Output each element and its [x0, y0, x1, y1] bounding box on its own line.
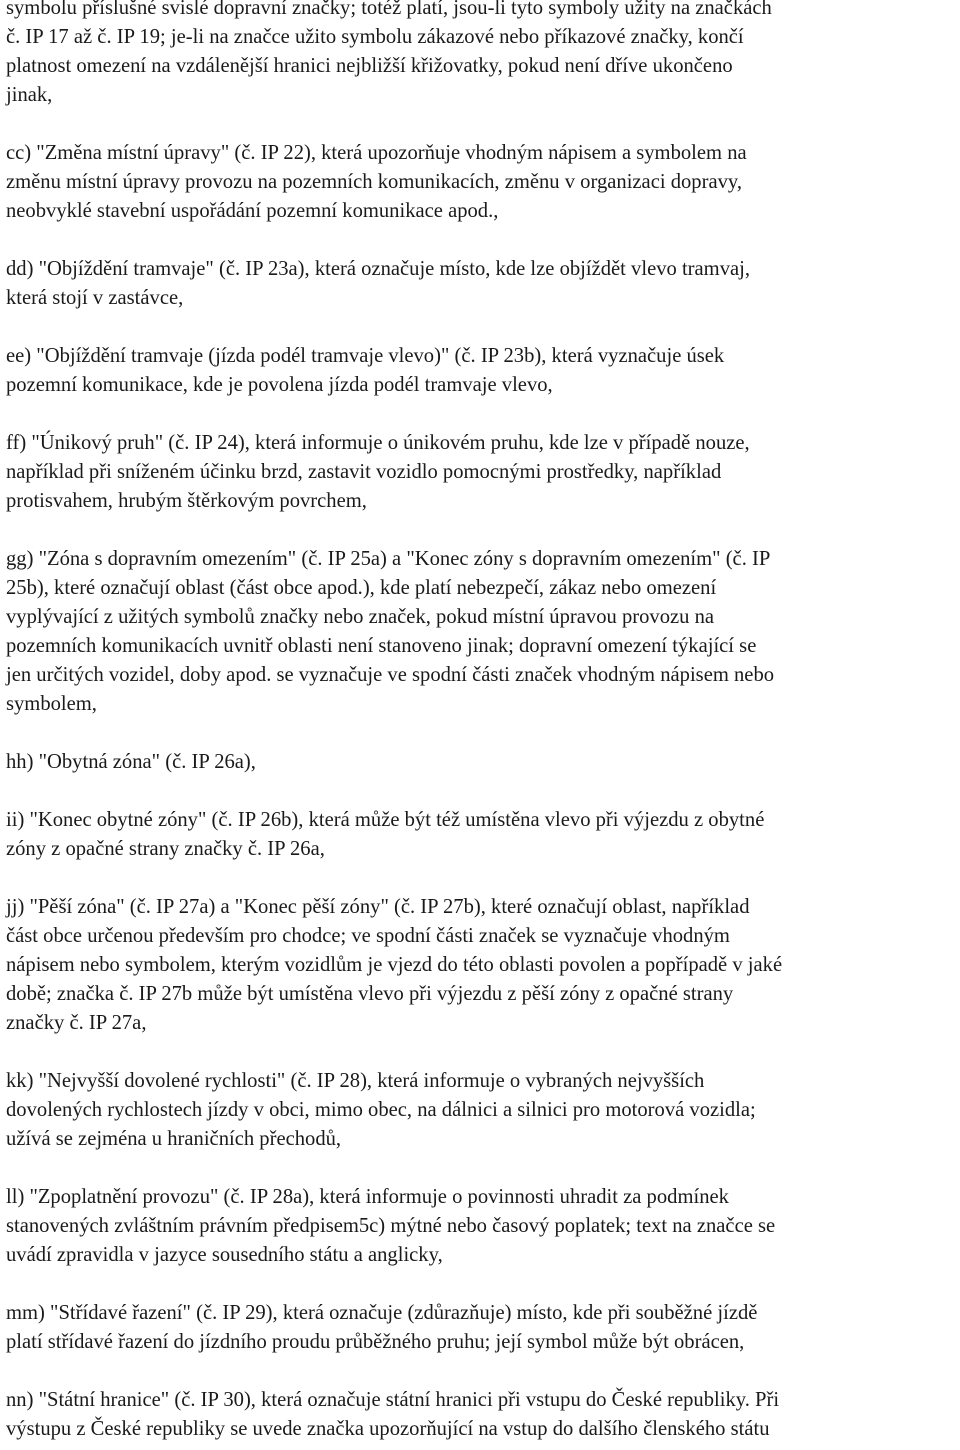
text-line: nn) "Státní hranice" (č. IP 30), která označuje státní hranici při vstupu do České republiky. Při	[6, 1389, 780, 1411]
text-line: symbolu příslušné svislé dopravní značky; totéž platí, jsou-li tyto symboly užity na značkách	[6, 0, 772, 19]
text-line: ii) "Konec obytné zóny" (č. IP 26b), která může být též umístěna vlevo při výjezdu z obytné	[6, 809, 765, 831]
text-line: neobvyklé stavební uspořádání pozemní komunikace apod.,	[6, 200, 499, 222]
text-line: pozemních komunikacích uvnitř oblasti není stanoveno jinak; dopravní omezení týkající se	[6, 635, 757, 657]
text-line: zóny z opačné strany značky č. IP 26a,	[6, 838, 325, 860]
text-line: hh) "Obytná zóna" (č. IP 26a),	[6, 751, 256, 773]
text-line: například při sníženém účinku brzd, zastavit vozidlo pomocnými prostředky, například	[6, 461, 722, 483]
text-line: symbolem,	[6, 693, 97, 715]
text-line: 25b), které označují oblast (část obce apod.), kde platí nebezpečí, zákaz nebo omezení	[6, 577, 717, 599]
text-line: jinak,	[6, 84, 53, 106]
text-line: č. IP 17 až č. IP 19; je-li na značce užito symbolu zákazové nebo příkazové značky, končí	[6, 26, 744, 48]
text-line: značky č. IP 27a,	[6, 1012, 147, 1034]
text-line: která stojí v zastávce,	[6, 287, 184, 309]
text-line: užívá se zejména u hraničních přechodů,	[6, 1128, 342, 1150]
text-line: gg) "Zóna s dopravním omezením" (č. IP 25a) a "Konec zóny s dopravním omezením" (č. IP	[6, 548, 771, 570]
text-line: cc) "Změna místní úpravy" (č. IP 22), která upozorňuje vhodným nápisem a symbolem na	[6, 142, 747, 164]
text-line: ll) "Zpoplatnění provozu" (č. IP 28a), která informuje o povinnosti uhradit za podmínek	[6, 1186, 729, 1208]
text-line: ff) "Únikový pruh" (č. IP 24), která informuje o únikovém pruhu, kde lze v případě nouze,	[6, 432, 750, 454]
text-line: dovolených rychlostech jízdy v obci, mimo obec, na dálnici a silnici pro motorová vozidla;	[6, 1099, 756, 1121]
text-line: jen určitých vozidel, doby apod. se vyznačuje ve spodní části značek vhodným nápisem nebo	[6, 664, 775, 686]
text-line: platnost omezení na vzdálenější hranici nejbližší křižovatky, pokud není dříve ukončeno	[6, 55, 733, 77]
text-line: protisvahem, hrubým štěrkovým povrchem,	[6, 490, 367, 512]
text-line: době; značka č. IP 27b může být umístěna vlevo při výjezdu z pěší zóny z opačné strany	[6, 983, 734, 1005]
text-line: změnu místní úpravy provozu na pozemních komunikacích, změnu v organizaci dopravy,	[6, 171, 743, 193]
text-line: výstupu z České republiky se uvede značka upozorňující na vstup do dalšího členského státu	[6, 1418, 770, 1440]
text-line: uvádí zpravidla v jazyce sousedního státu a anglicky,	[6, 1244, 443, 1266]
text-line: nápisem nebo symbolem, kterým vozidlům je vjezd do této oblasti povolen a popřípadě v jaké	[6, 954, 783, 976]
text-line: část obce určenou především pro chodce; ve spodní části značek se vyznačuje vhodným	[6, 925, 730, 947]
text-line: stanovených zvláštním právním předpisem5c) mýtné nebo časový poplatek; text na značce se	[6, 1215, 776, 1237]
text-line: vyplývající z užitých symbolů značky nebo značek, pokud místní úpravou provozu na	[6, 606, 715, 628]
text-line: mm) "Střídavé řazení" (č. IP 29), která označuje (zdůrazňuje) místo, kde při souběžné jízdě	[6, 1302, 758, 1324]
text-line: platí střídavé řazení do jízdního proudu průběžného pruhu; její symbol může být obrácen,	[6, 1331, 745, 1353]
text-line: pozemní komunikace, kde je povolena jízda podél tramvaje vlevo,	[6, 374, 553, 396]
text-line: dd) "Objíždění tramvaje" (č. IP 23a), která označuje místo, kde lze objíždět vlevo tramvaj,	[6, 258, 750, 280]
text-line: jj) "Pěší zóna" (č. IP 27a) a "Konec pěší zóny" (č. IP 27b), které označují oblast, například	[6, 896, 750, 918]
text-line: kk) "Nejvyšší dovolené rychlosti" (č. IP 28), která informuje o vybraných nejvyšších	[6, 1070, 705, 1092]
text-line: ee) "Objíždění tramvaje (jízda podél tramvaje vlevo)" (č. IP 23b), která vyznačuje úsek	[6, 345, 725, 367]
